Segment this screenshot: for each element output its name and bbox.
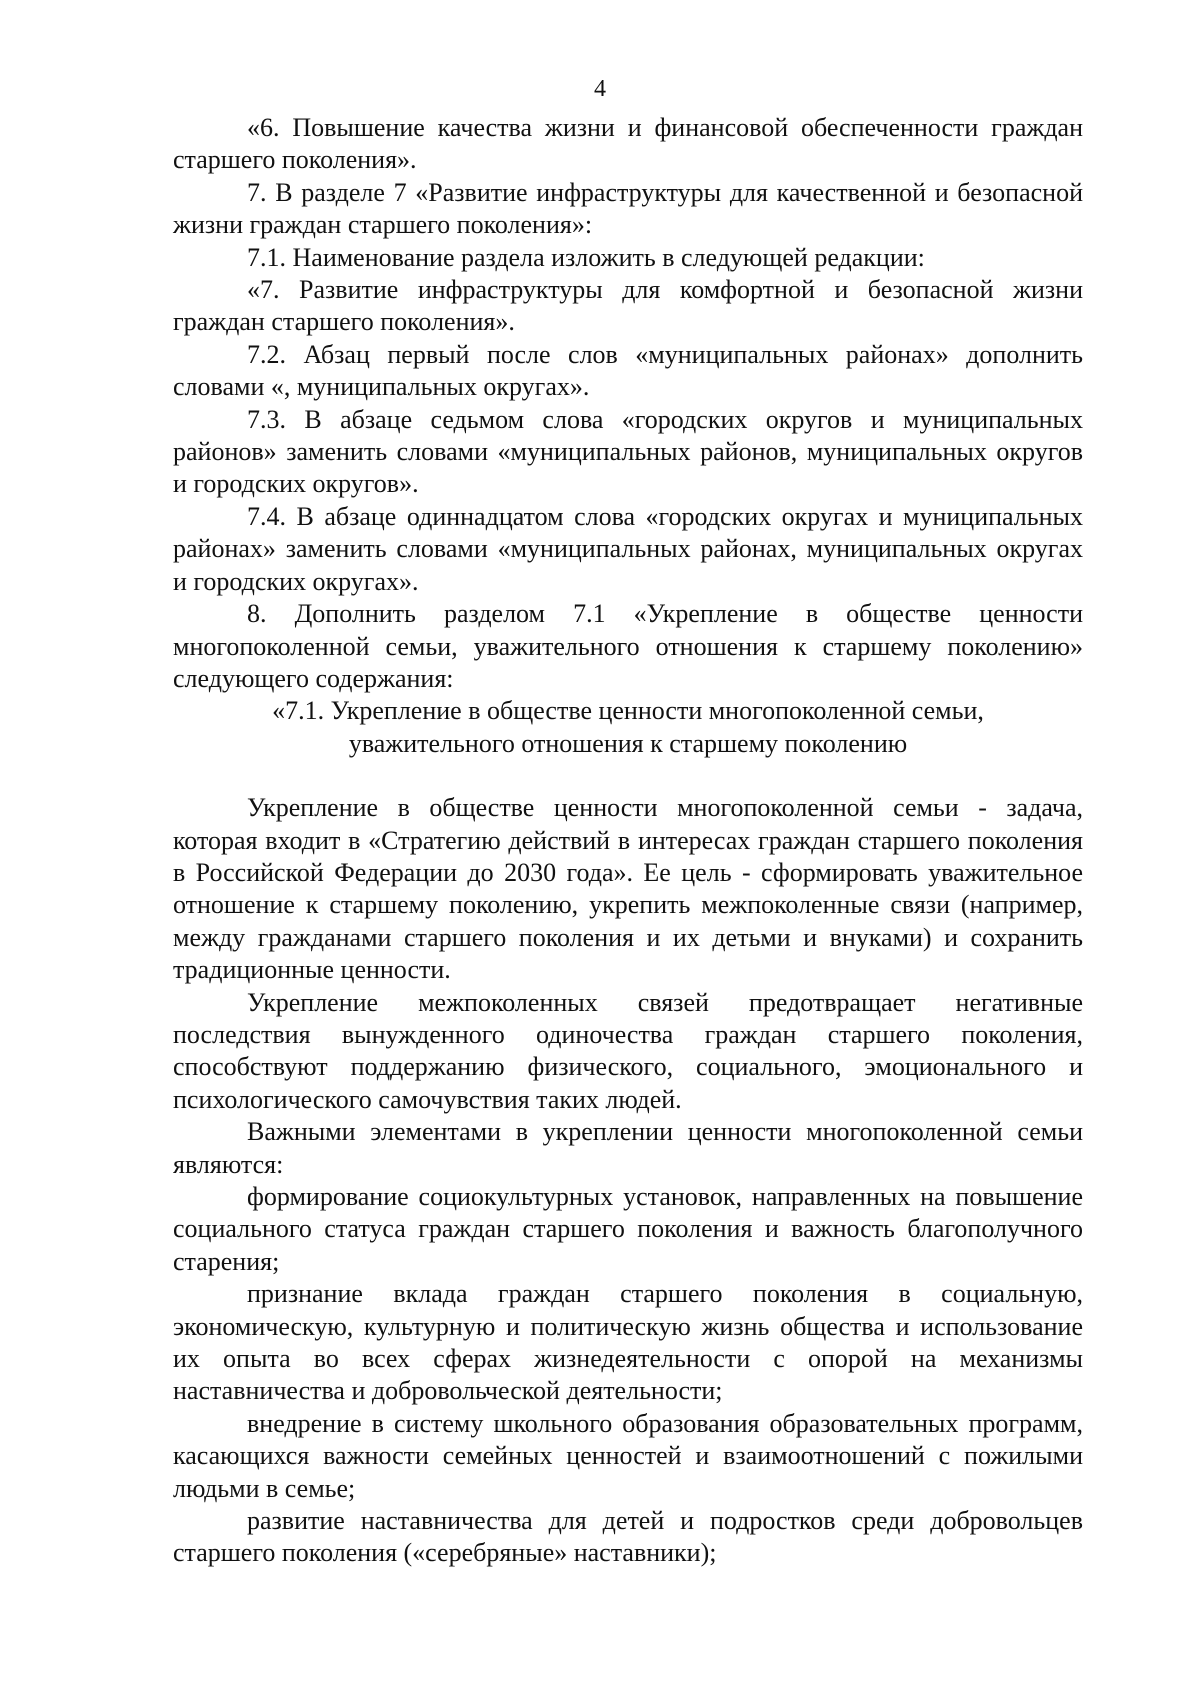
list-item-4: развитие наставничества для детей и подростков среди добровольцев старшего поколения («серебряные» наставники); <box>173 1506 1083 1568</box>
paragraph-7-4: 7.4. В абзаце одиннадцатом слова «городских округах и муниципальных районах» заменить словами «муниципальных районах, муниципальных округах и городских округах». <box>173 501 1083 596</box>
section-heading-line-1: «7.1. Укрепление в обществе ценности многопоколенной семьи, <box>272 696 984 726</box>
paragraph-7-3: 7.3. В абзаце седьмом слова «городских округов и муниципальных районов» заменить словами «муниципальных районов, муниципальных округов и городских округов». <box>173 404 1083 499</box>
body-paragraph-2: Укрепление межпоколенных связей предотвращает негативные последствия вынужденного одиночества граждан старшего поколения, способствуют поддержанию физического, социального, эмоционального и психологического самочувствия таких людей. <box>173 987 1083 1114</box>
list-item-2: признание вклада граждан старшего поколения в социальную, экономическую, культурную и политическую жизнь общества и использование их опыта во всех сферах жизнедеятельности с опорой на механизмы наставничества и добровольческой деятельности; <box>173 1279 1083 1406</box>
paragraph-7: 7. В разделе 7 «Развитие инфраструктуры для качественной и безопасной жизни граждан старшего поколения»: <box>173 177 1083 240</box>
body-paragraph-1: Укрепление в обществе ценности многопоколенной семьи - задача, которая входит в «Стратегию действий в интересах граждан старшего поколения в Российской Федерации до 2030 года». Ее цель - сформировать уважительное отношение к старшему поколению, укрепить межпоколенные связи (например, между гражданами старшего поколения и их детьми и внуками) и сохранить традиционные ценности. <box>173 793 1083 985</box>
section-heading-line-2: уважительного отношения к старшему поколению <box>348 728 908 758</box>
body-paragraph-3: Важными элементами в укреплении ценности многопоколенной семьи являются: <box>173 1117 1083 1179</box>
paragraph-7-1: 7.1. Наименование раздела изложить в следующей редакции: <box>247 242 925 272</box>
section-heading <box>173 695 1083 760</box>
page-number: 4 <box>594 76 606 102</box>
paragraph-6-1: «6. Повышение качества жизни и финансовой обеспеченности граждан старшего поколения». <box>173 113 1083 175</box>
paragraph-7-1-quote: «7. Развитие инфраструктуры для комфортной и безопасной жизни граждан старшего поколения». <box>173 275 1083 337</box>
list-item-1: формирование социокультурных установок, направленных на повышение социального статуса граждан старшего поколения и важность благополучного старения; <box>173 1182 1083 1276</box>
paragraph-7-2: 7.2. Абзац первый после слов «муниципальных районах» дополнить словами «, муниципальных округах». <box>173 339 1083 402</box>
list-item-3: внедрение в систему школьного образования образовательных программ, касающихся важности семейных ценностей и взаимоотношений с пожилыми людьми в семье; <box>173 1408 1083 1503</box>
paragraph-8: 8. Дополнить разделом 7.1 «Укрепление в обществе ценности многопоколенной семьи, уважительного отношения к старшему поколению» следующего содержания: <box>173 599 1083 693</box>
document-body <box>173 112 1083 1570</box>
